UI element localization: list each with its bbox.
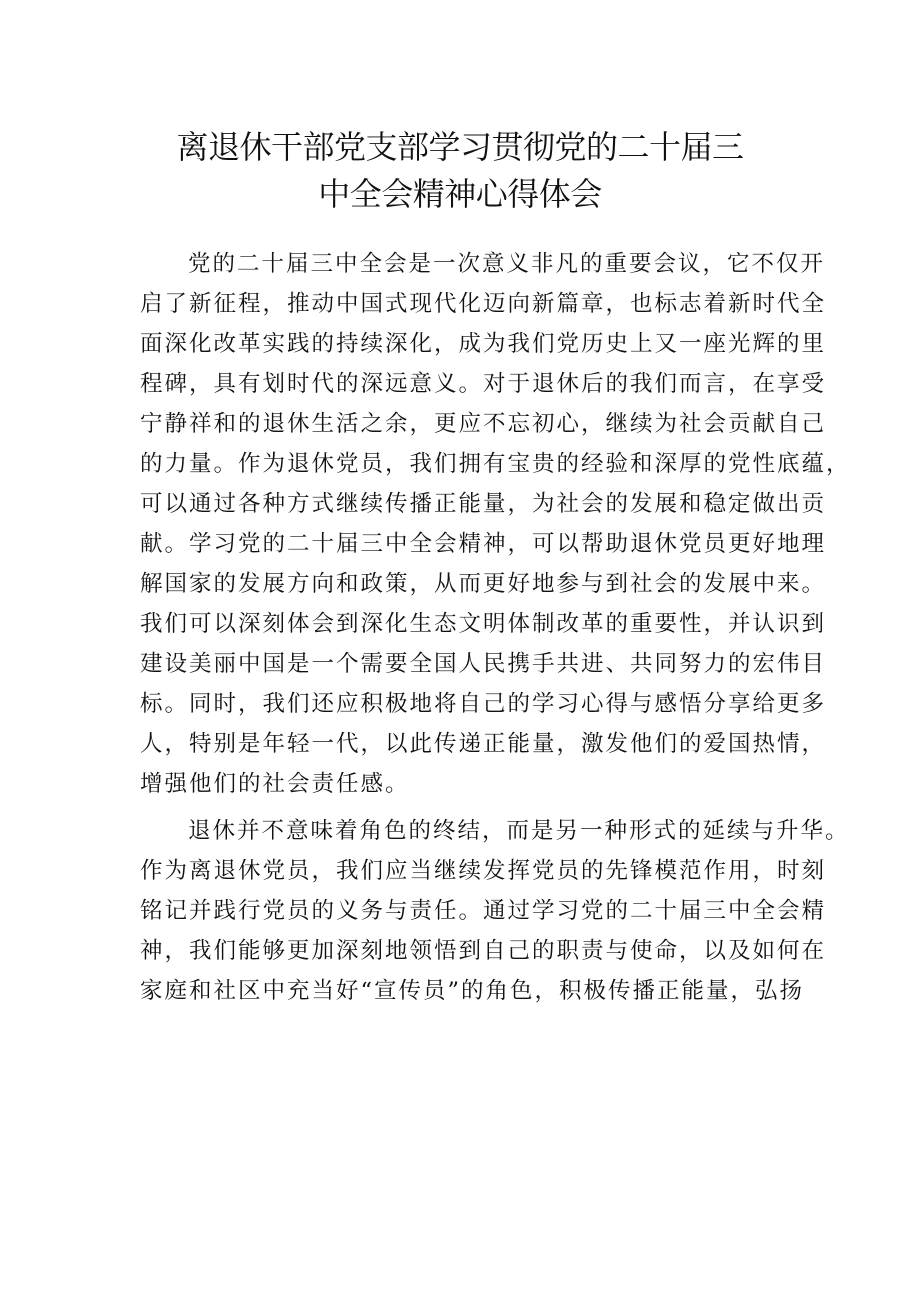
text-line: 面深化改革实践的持续深化，成为我们党历史上又一座光辉的里 bbox=[140, 331, 827, 357]
paragraph-1 bbox=[140, 244, 851, 804]
document-body bbox=[140, 244, 851, 1018]
text-line: 建设美丽中国是一个需要全国人民携手共进、共同努力的宏伟目 bbox=[140, 651, 827, 677]
text-line: 党的二十届三中全会是一次意义非凡的重要会议，它不仅开 bbox=[188, 251, 826, 277]
text-line: 程碑，具有划时代的深远意义。对于退休后的我们而言，在享受 bbox=[140, 371, 827, 397]
text-line: 神，我们能够更加深刻地领悟到自己的职责与使命，以及如何在 bbox=[140, 938, 827, 964]
paragraph-2 bbox=[140, 811, 850, 1011]
document-title bbox=[100, 124, 820, 218]
title-line-2: 中全会精神心得体会 bbox=[318, 175, 602, 213]
text-line: 作为离退休党员，我们应当继续发挥党员的先锋模范作用，时刻 bbox=[140, 858, 827, 884]
text-line: 可以通过各种方式继续传播正能量，为社会的发展和稳定做出贡 bbox=[140, 491, 827, 517]
text-line: 增强他们的社会责任感。 bbox=[140, 771, 410, 797]
text-line: 献。学习党的二十届三中全会精神，可以帮助退休党员更好地理 bbox=[140, 531, 827, 557]
title-line-1: 离退休干部党支部学习贯彻党的二十届三 bbox=[176, 128, 744, 166]
text-line: 的力量。作为退休党员，我们拥有宝贵的经验和深厚的党性底蕴， bbox=[140, 451, 851, 477]
text-line: 我们可以深刻体会到深化生态文明体制改革的重要性，并认识到 bbox=[140, 611, 827, 637]
text-line: 启了新征程，推动中国式现代化迈向新篇章，也标志着新时代全 bbox=[140, 291, 827, 317]
text-line: 家庭和社区中充当好“宣传员”的角色，积极传播正能量，弘扬 bbox=[140, 978, 805, 1004]
text-line: 标。同时，我们还应积极地将自己的学习心得与感悟分享给更多 bbox=[140, 691, 827, 717]
text-line: 退休并不意味着角色的终结，而是另一种形式的延续与升华。 bbox=[188, 818, 850, 844]
text-line: 宁静祥和的退休生活之余，更应不忘初心，继续为社会贡献自己 bbox=[140, 411, 827, 437]
text-line: 人，特别是年轻一代，以此传递正能量，激发他们的爱国热情， bbox=[140, 731, 827, 757]
text-line: 解国家的发展方向和政策，从而更好地参与到社会的发展中来。 bbox=[140, 571, 827, 597]
text-line: 铭记并践行党员的义务与责任。通过学习党的二十届三中全会精 bbox=[140, 898, 827, 924]
